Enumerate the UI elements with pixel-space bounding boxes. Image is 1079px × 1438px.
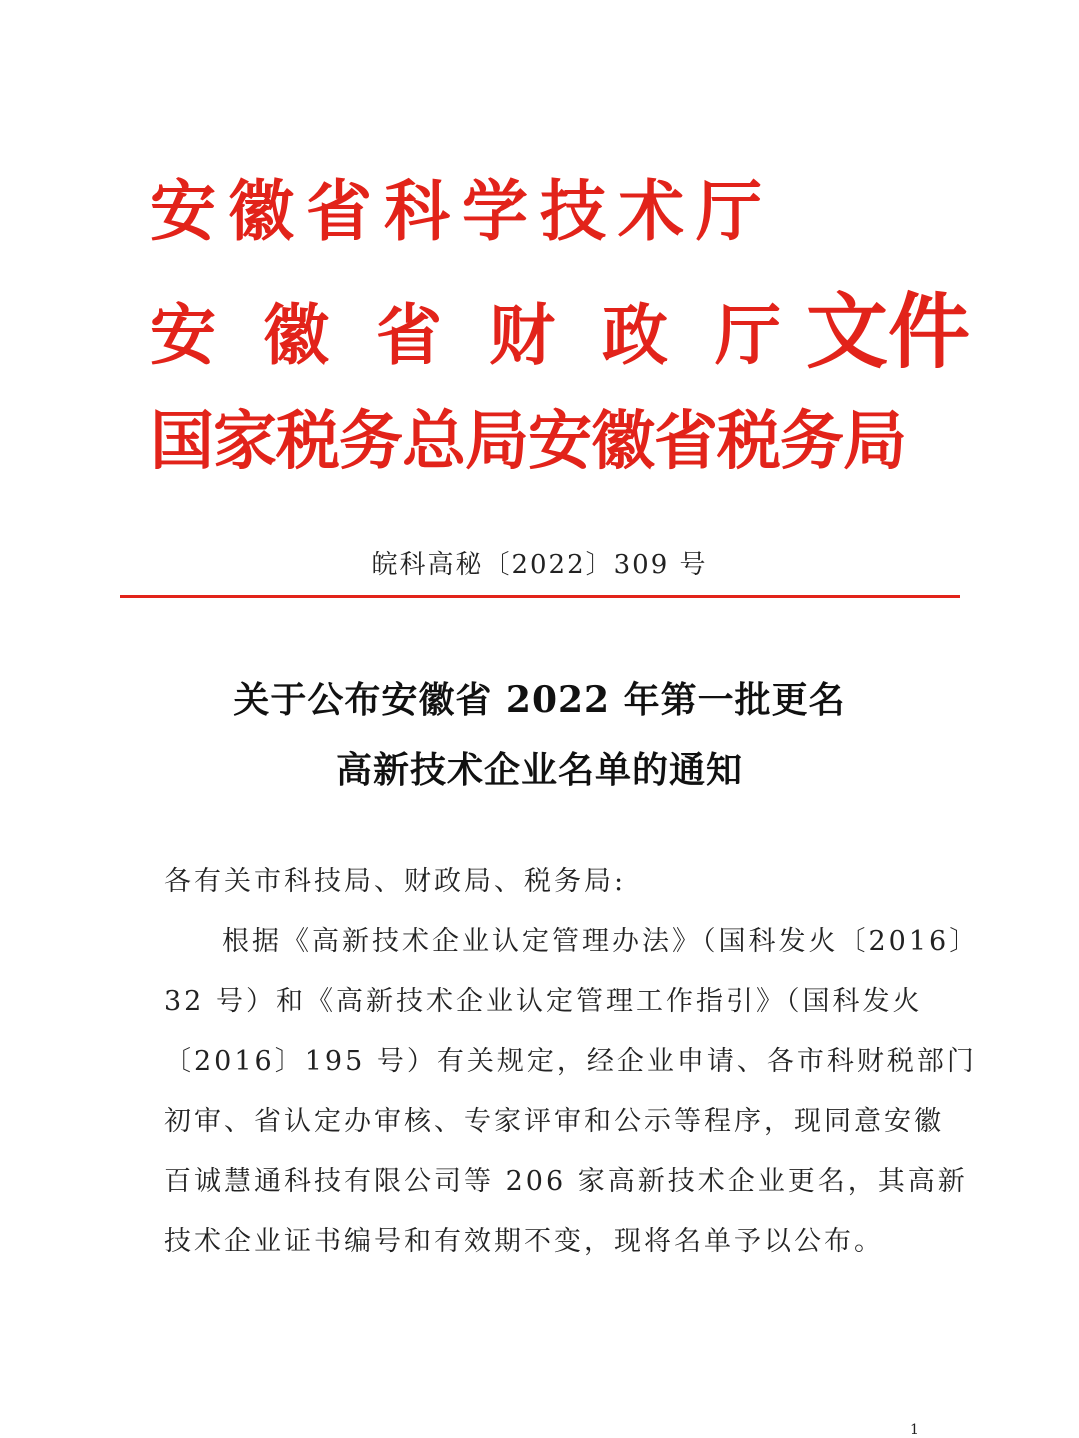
page-number: 1: [910, 1422, 919, 1438]
red-divider-line: [120, 595, 960, 598]
paragraph-line: 技术企业证书编号和有效期不变，现将名单予以公布。: [164, 1226, 884, 1257]
issuing-org-finance-row: [150, 285, 971, 380]
issuing-org-finance-dept: 安徽省财政厅: [150, 296, 828, 374]
paragraph-line: 初审、省认定办审核、专家评审和公示等程序，现同意安徽: [164, 1106, 944, 1137]
paragraph-line: 32 号）和《高新技术企业认定管理工作指引》（国科发火: [164, 986, 923, 1017]
salutation: 各有关市科技局、财政局、税务局:: [164, 866, 627, 897]
issuing-org-tax-bureau: 国家税务总局安徽省税务局: [150, 405, 906, 479]
notice-title-line-1: 关于公布安徽省 2022 年第一批更名: [233, 679, 846, 721]
paragraph-line: 百诚慧通科技有限公司等 206 家高新技术企业更名，其高新: [164, 1166, 968, 1197]
paragraph-line: 〔2016〕195 号）有关规定，经企业申请、各市科财税部门: [164, 1046, 977, 1077]
issuing-org-science-dept: 安徽省科学技术厅: [150, 172, 774, 250]
paragraph-line: 根据《高新技术企业认定管理办法》（国科发火〔2016〕: [222, 926, 980, 957]
document-number: 皖科高秘〔2022〕309 号: [371, 550, 708, 580]
notice-title-line-2: 高新技术企业名单的通知: [335, 749, 743, 791]
document-suffix: 文件: [806, 285, 971, 380]
body-paragraph: [164, 912, 980, 1272]
